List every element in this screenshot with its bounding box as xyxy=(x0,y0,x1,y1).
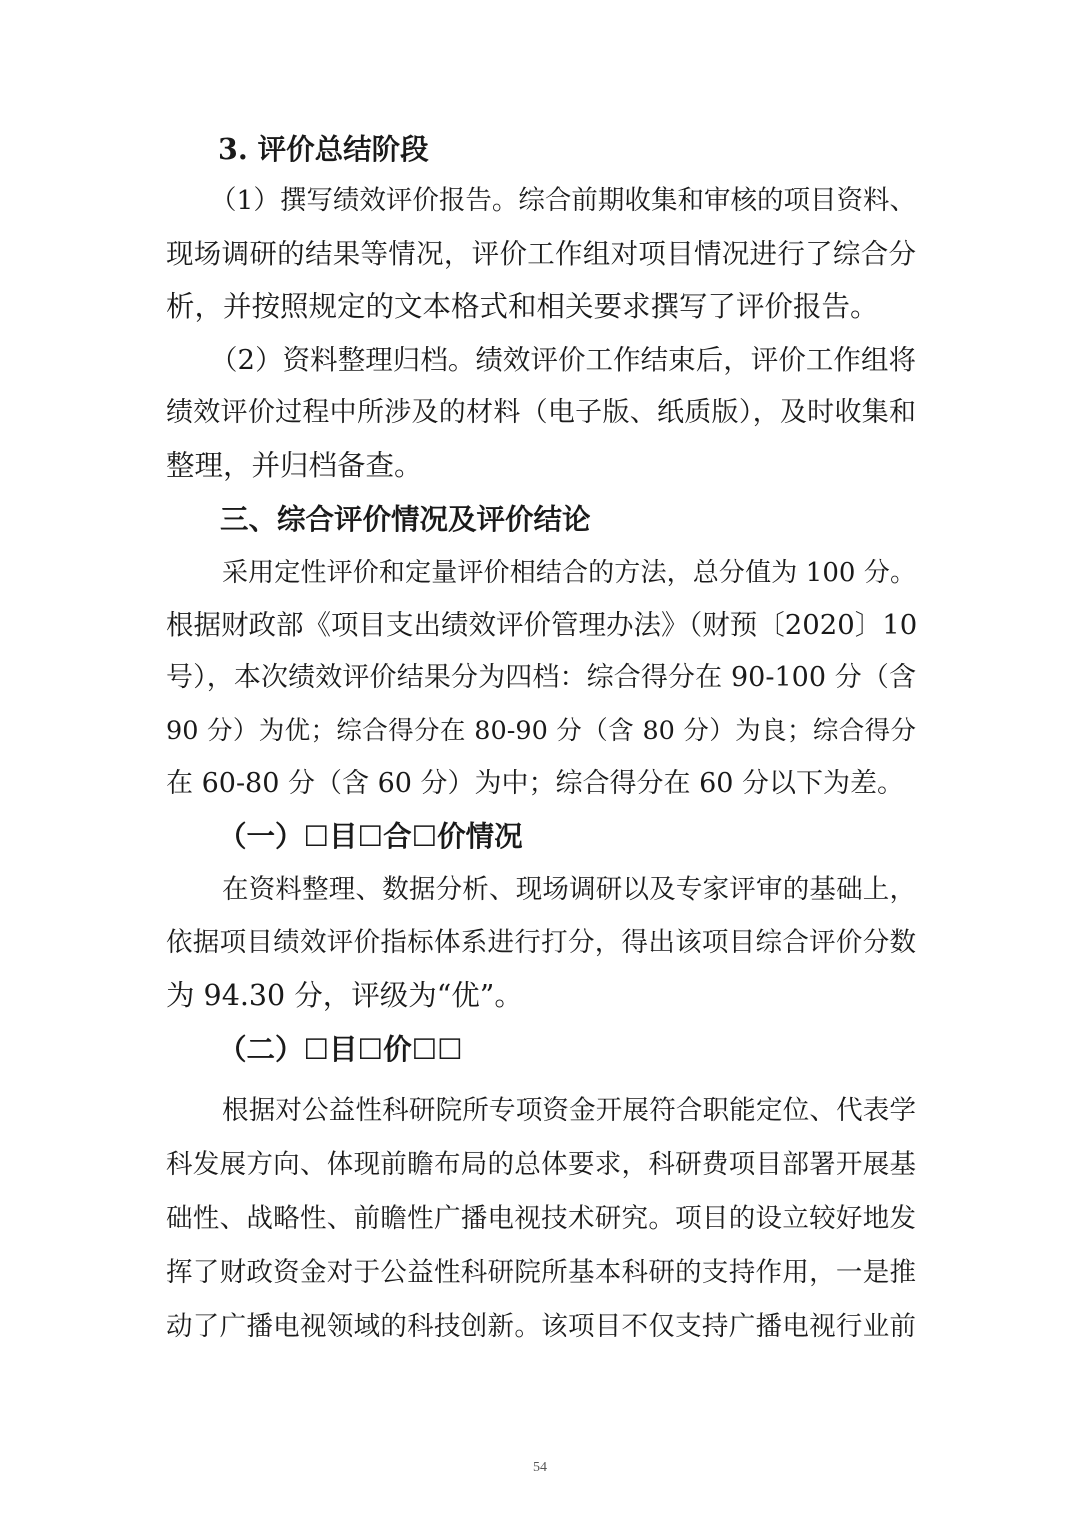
sub2-line-5: 动了广播电视领域的科技创新。该项目不仅支持广播电视行业前 xyxy=(166,1311,916,1342)
page-number: 54 xyxy=(533,1460,547,1475)
sub2-line-2: 科发展方向、体现前瞻布局的总体要求，科研费项目部署开展基 xyxy=(166,1149,916,1180)
part3-line-3: 号），本次绩效评价结果分为四档：综合得分在 90-100 分（含 xyxy=(166,662,916,693)
part3-line-2: 根据财政部《项目支出绩效评价管理办法》（财预〔2020〕10 xyxy=(166,609,918,641)
sub1-line-2: 依据项目绩效评价指标体系进行打分，得出该项目综合评价分数 xyxy=(166,927,916,958)
part3-line-4: 90 分）为优；综合得分在 80-90 分（含 80 分）为良；综合得分 xyxy=(166,716,916,746)
item2-line-2: 绩效评价过程中所涉及的材料（电子版、纸质版），及时收集和 xyxy=(166,397,916,428)
stage3-heading: 3. 评价总结阶段 xyxy=(218,132,429,166)
item2-line-3: 整理，并归档备查。 xyxy=(166,449,423,482)
part3-line-1: 采用定性评价和定量评价相结合的方法，总分值为 100 分。 xyxy=(222,558,916,588)
item1-line-2: 现场调研的结果等情况，评价工作组对项目情况进行了综合分 xyxy=(166,238,916,270)
sub1-heading: （一）☐目☐合☐价情况 xyxy=(218,820,523,853)
item1-line-3: 析，并按照规定的文本格式和相关要求撰写了评价报告。 xyxy=(166,290,879,323)
item2-line-1: （2）资料整理归档。绩效评价工作结束后，评价工作组将 xyxy=(210,344,916,376)
item1-line-1: （1）撰写绩效评价报告。综合前期收集和审核的项目资料、 xyxy=(210,185,916,216)
sub2-line-4: 挥了财政资金对于公益性科研院所基本科研的支持作用，一是推 xyxy=(166,1257,916,1288)
sub1-line-3: 为 94.30 分，评级为“优”。 xyxy=(166,979,523,1012)
part3-line-5: 在 60-80 分（含 60 分）为中；综合得分在 60 分以下为差。 xyxy=(166,768,905,799)
sub2-heading: （二）☐目☐价☐☐ xyxy=(218,1033,463,1066)
sub2-line-3: 础性、战略性、前瞻性广播电视技术研究。项目的设立较好地发 xyxy=(166,1203,916,1234)
part3-heading: 三、综合评价情况及评价结论 xyxy=(220,503,591,536)
sub2-line-1: 根据对公益性科研院所专项资金开展符合职能定位、代表学 xyxy=(222,1095,916,1126)
sub1-line-1: 在资料整理、数据分析、现场调研以及专家评审的基础上， xyxy=(222,874,916,905)
